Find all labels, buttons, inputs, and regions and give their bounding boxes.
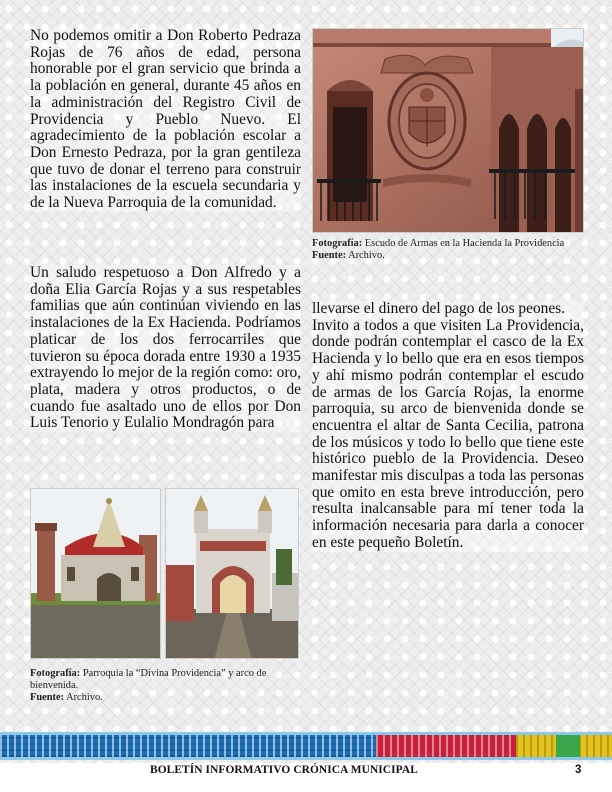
paragraph-roberto-pedraza: No podemos omitir a Don Roberto Pedraza Rojas de 76 años de edad, persona honorable por el gran servicio que brinda a la población en general, durante 45 años en la administración del Registro Civil de Providencia y Pueblo Nuevo. El agradecimiento de la población escolar a Don Ernesto Pedraza, por la gran gentileza que tuvo de donar el terreno para construir las instalaciones de la escuela secundaria y de la Nueva Parroquia de la comunidad.: [30, 27, 301, 212]
caption-hacienda-text: Escudo de Armas en la Hacienda la Providencia: [364, 238, 565, 249]
caption-source-label: Fuente:: [30, 692, 65, 703]
band-green-segment: [556, 735, 580, 757]
paragraph-saludo-continuation: llevarse el dinero del pago de los peones.: [312, 300, 566, 317]
caption-hacienda: [312, 238, 584, 262]
caption-hacienda-source: Archivo.: [348, 250, 385, 261]
footer-title: BOLETÍN INFORMATIVO CRÓNICA MUNICIPAL: [150, 764, 418, 776]
paragraph-saludo: Un saludo respetuoso a Don Alfredo y a doña Elia García Rojas y a sus respetables familias que aún continúan viviendo en las instalaciones de la Ex Hacienda. Podríamos platicar de los dos ferrocarriles que tuvieron su época dorada entre 1930 a 1935 extrayendo lo mejor de la región como: oro, plata, madera y otros productos, o de cuando fue asaltado uno de ellos por Don Luis Tenorio y Eulalio Mondragón para: [30, 264, 301, 432]
caption-church-source: Archivo.: [66, 692, 103, 703]
caption-source-label: Fuente:: [312, 250, 347, 261]
church-illustration: [31, 489, 161, 659]
right-column: [312, 301, 584, 552]
caption-church-text: Parroquia la “Divina Providencia” y arco de bienvenida.: [30, 668, 267, 691]
arch-illustration: [166, 489, 299, 659]
band-red-segment: [376, 735, 516, 757]
photo-arco-bienvenida: [165, 488, 299, 659]
photo-escudo-hacienda: [312, 28, 584, 233]
hacienda-illustration: [313, 29, 584, 233]
caption-photo-label: Fotografía:: [30, 668, 81, 679]
footer-decorative-band: [0, 732, 612, 760]
paragraph-invitacion: Invito a todos a que visiten La Providencia, donde podrán contemplar el casco de la Ex Hacienda y lo bello que era en esos tiempos y ahí mismo podrán contemplar el escudo de armas de los García Rojas, la enorme parroquia, su arco de bienvenida donde se encuentra el altar de Santa Cecilia, patrona de los músicos y todo lo bello que tiene este histórico pueblo de la Providencia. Deseo manifestar mis disculpas a toda las personas que omito en esta breve introducción, pero resulta inalcansable para mí tener toda la información necesaria para darla a conocer en este pequeño Boletín.: [312, 316, 584, 551]
page-number: 3: [575, 764, 582, 776]
caption-photo-label: Fotografía:: [312, 238, 363, 249]
caption-parroquia: [30, 668, 302, 704]
photo-parroquia: [30, 488, 161, 659]
